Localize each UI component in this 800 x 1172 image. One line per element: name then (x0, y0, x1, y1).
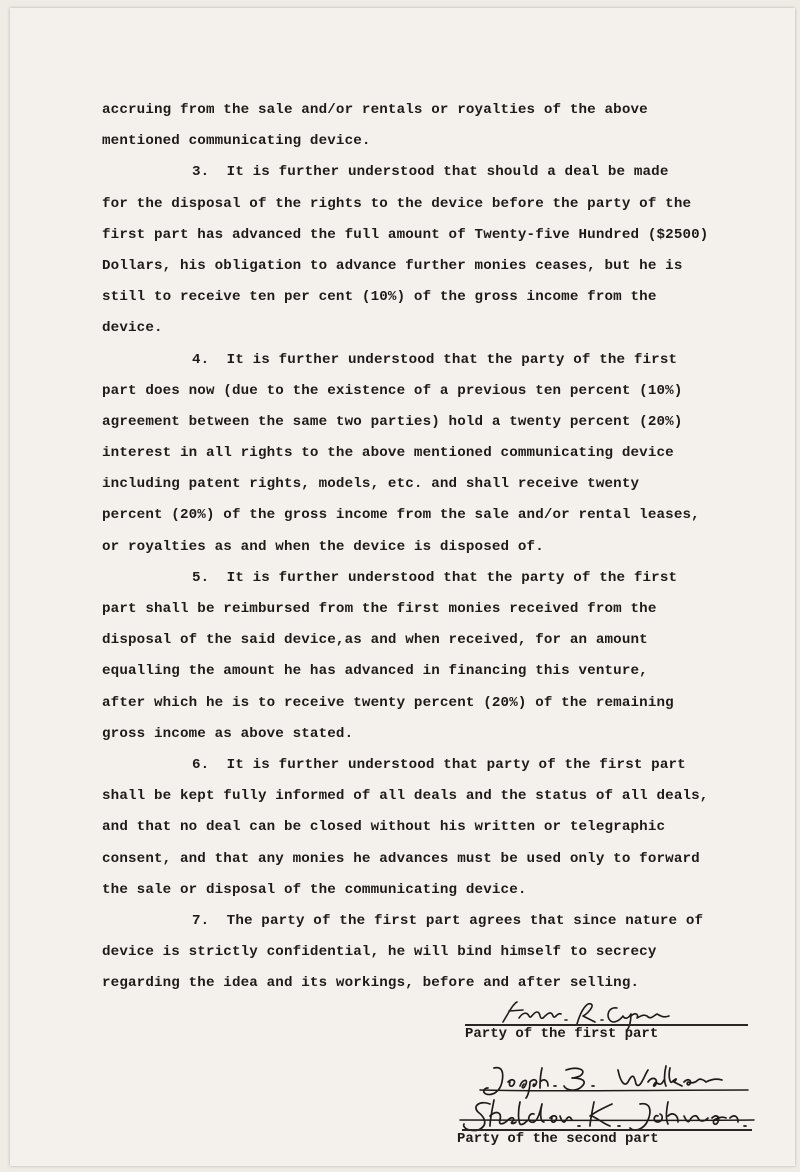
paragraph-6 (102, 750, 762, 906)
body-line: device. (102, 320, 163, 337)
body-line: including patent rights, models, etc. and shall receive twenty (102, 476, 640, 493)
body-line: part shall be reimbursed from the first monies received from the (102, 601, 657, 617)
body-line: and that no deal can be closed without his written or telegraphic (102, 819, 666, 836)
body-line: percent (20%) of the gross income from the sale and/or rental leases, (102, 507, 700, 524)
paragraph-number: 3. (192, 164, 210, 181)
body-line: interest in all rights to the above mentioned communicating device (102, 445, 674, 462)
body-line: consent, and that any monies he advances must be used only to forward (102, 850, 700, 867)
second-party-caption: Party of the second part (457, 1131, 659, 1147)
paragraph-number: 6. (192, 756, 210, 773)
body-line: after which he is to receive twenty percent (20%) of the remaining (102, 694, 674, 711)
paragraph-5 (102, 563, 762, 750)
body-line: the sale or disposal of the communicating device. (102, 881, 527, 898)
body-line: gross income as above stated. (102, 725, 354, 742)
body-line: still to receive ten per cent (10%) of the gross income from the (102, 289, 657, 306)
body-line: equalling the amount he has advanced in financing this venture, (102, 663, 648, 680)
body-line: agreement between the same two parties) hold a twenty percent (20%) (102, 413, 683, 430)
body-line: mentioned communicating device. (102, 133, 371, 150)
body-line: The party of the first part agrees that since nature of (226, 912, 704, 929)
body-line: first part has advanced the full amount of Twenty-five Hundred ($2500) (102, 226, 709, 243)
second-party-signature-walker (468, 1060, 758, 1100)
body-line: regarding the idea and its workings, before and after selling. (102, 975, 640, 992)
paragraph-4 (102, 345, 762, 563)
body-line: or royalties as and when the device is disposed of. (102, 538, 544, 555)
body-line: device is strictly confidential, he will bind himself to secrecy (102, 944, 657, 961)
paragraph-3 (102, 157, 762, 344)
paragraph-number: 7. (192, 912, 210, 929)
first-party-caption: Party of the first part (465, 1026, 659, 1042)
body-line: accruing from the sale and/or rentals or royalties of the above (102, 102, 648, 118)
paragraph-number: 5. (192, 569, 210, 586)
body-line: It is further understood that the party of the first (226, 351, 678, 368)
document-body (102, 95, 762, 999)
body-line: It is further understood that party of the first part (226, 756, 686, 773)
body-line: shall be kept fully informed of all deals and the status of all deals, (102, 788, 709, 805)
body-line: for the disposal of the rights to the device before the party of the (102, 195, 692, 212)
paragraph-number: 4. (192, 351, 210, 368)
body-line: Dollars, his obligation to advance further monies ceases, but he is (102, 257, 683, 274)
document-page (10, 8, 795, 1166)
body-line: It is further understood that the party of the first (226, 569, 678, 586)
body-line: It is further understood that should a deal be made (226, 164, 669, 181)
paragraph-7 (102, 906, 762, 1000)
body-line: part does now (due to the existence of a previous ten percent (10%) (102, 382, 683, 399)
body-line: disposal of the said device,as and when received, for an amount (102, 632, 648, 649)
